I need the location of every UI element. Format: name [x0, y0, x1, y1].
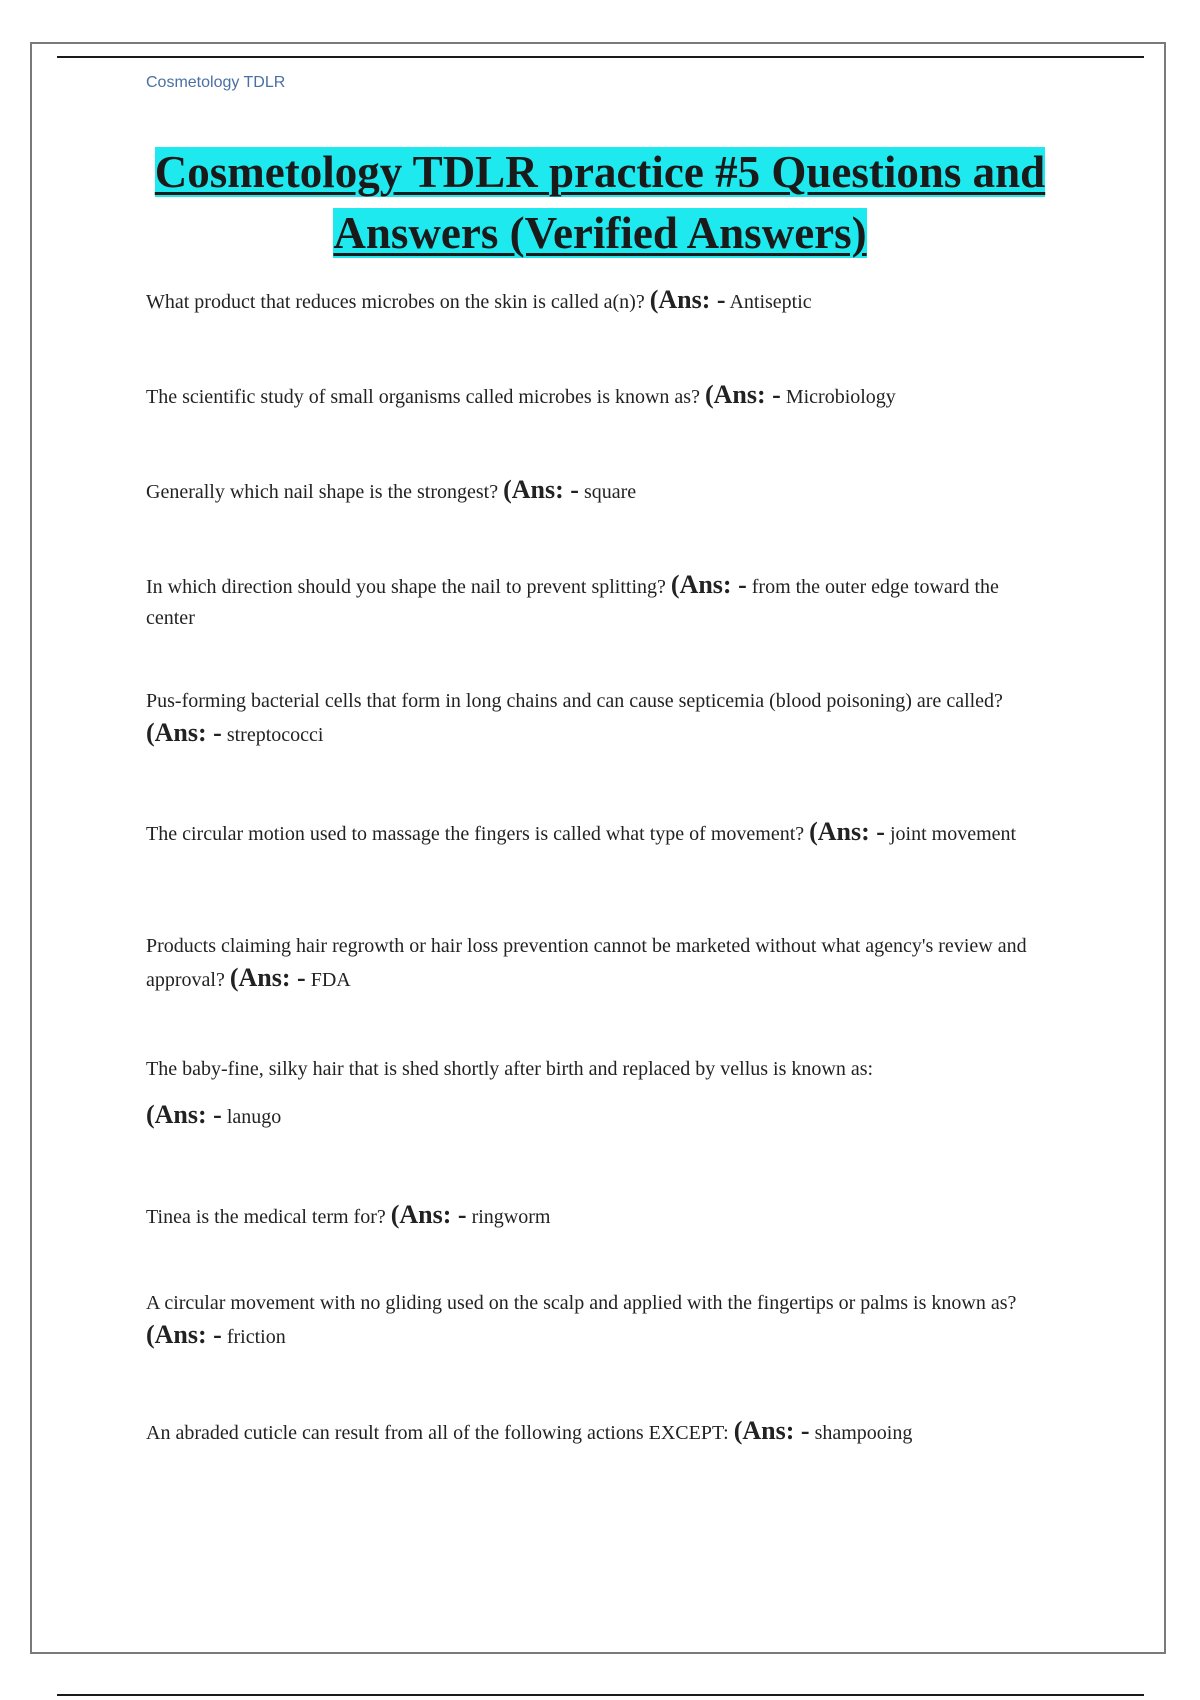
qa-item [146, 931, 1036, 996]
answer-text: Antiseptic [729, 291, 812, 313]
question-text: The scientific study of small organisms called microbes is known as? [146, 386, 700, 408]
answer-text: Microbiology [785, 386, 896, 408]
answer-text: from the outer edge toward the center [146, 576, 999, 629]
qa-item [146, 1415, 1036, 1449]
answer-marker: (Ans: - [146, 1100, 222, 1129]
question-text: Pus-forming bacterial cells that form in long chains and can cause septicemia (blood poisoning) are called? [146, 690, 1003, 712]
qa-item [146, 816, 1036, 850]
running-header: Cosmetology TDLR [146, 74, 286, 91]
answer-text: streptococci [226, 724, 324, 746]
answer-text: joint movement [889, 823, 1017, 845]
footer-rule [57, 1694, 1144, 1696]
answer-text: square [583, 481, 637, 503]
question-text: In which direction should you shape the nail to prevent splitting? [146, 576, 666, 598]
answer-block [146, 1099, 1036, 1133]
question-text: The baby-fine, silky hair that is shed shortly after birth and replaced by vellus is known as: [146, 1058, 874, 1080]
qa-item [146, 379, 1036, 413]
qa-item [146, 569, 1036, 634]
question-text: What product that reduces microbes on the skin is called a(n)? [146, 291, 645, 313]
question-text: The circular motion used to massage the fingers is called what type of movement? [146, 823, 805, 845]
answer-marker: (Ans: - [670, 570, 747, 599]
document-title [100, 142, 1100, 264]
answer-marker: (Ans: - [390, 1200, 467, 1229]
answer-text: lanugo [226, 1106, 282, 1128]
answer-marker: (Ans: - [146, 718, 222, 747]
question-text: Tinea is the medical term for? [146, 1206, 386, 1228]
question-text: Products claiming hair regrowth or hair loss prevention cannot be marketed without what agency's review and approval? [146, 935, 1027, 991]
qa-item [146, 686, 1036, 751]
qa-item [146, 474, 1036, 508]
answer-marker: (Ans: - [649, 285, 726, 314]
question-text: Generally which nail shape is the strongest? [146, 481, 499, 503]
answer-marker: (Ans: - [503, 475, 579, 504]
answer-marker: (Ans: - [229, 963, 306, 992]
qa-item [146, 284, 1036, 318]
answer-marker: (Ans: - [733, 1416, 810, 1445]
question-text: A circular movement with no gliding used on the scalp and applied with the fingertips or palms is known as? [146, 1292, 1017, 1314]
qa-item [146, 1288, 1036, 1353]
qa-item [146, 1054, 1036, 1133]
answer-text: FDA [310, 969, 351, 991]
answer-text: friction [226, 1326, 286, 1348]
document-title-text: Cosmetology TDLR practice #5 Questions and Answers (Verified Answers) [154, 147, 1046, 258]
qa-item [146, 1199, 1036, 1233]
header-rule [57, 56, 1144, 58]
answer-marker: (Ans: - [809, 817, 885, 846]
answer-text: shampooing [814, 1422, 913, 1444]
answer-text: ringworm [471, 1206, 551, 1228]
answer-marker: (Ans: - [146, 1320, 222, 1349]
question-text: An abraded cuticle can result from all of the following actions EXCEPT: [146, 1422, 729, 1444]
answer-marker: (Ans: - [704, 380, 781, 409]
